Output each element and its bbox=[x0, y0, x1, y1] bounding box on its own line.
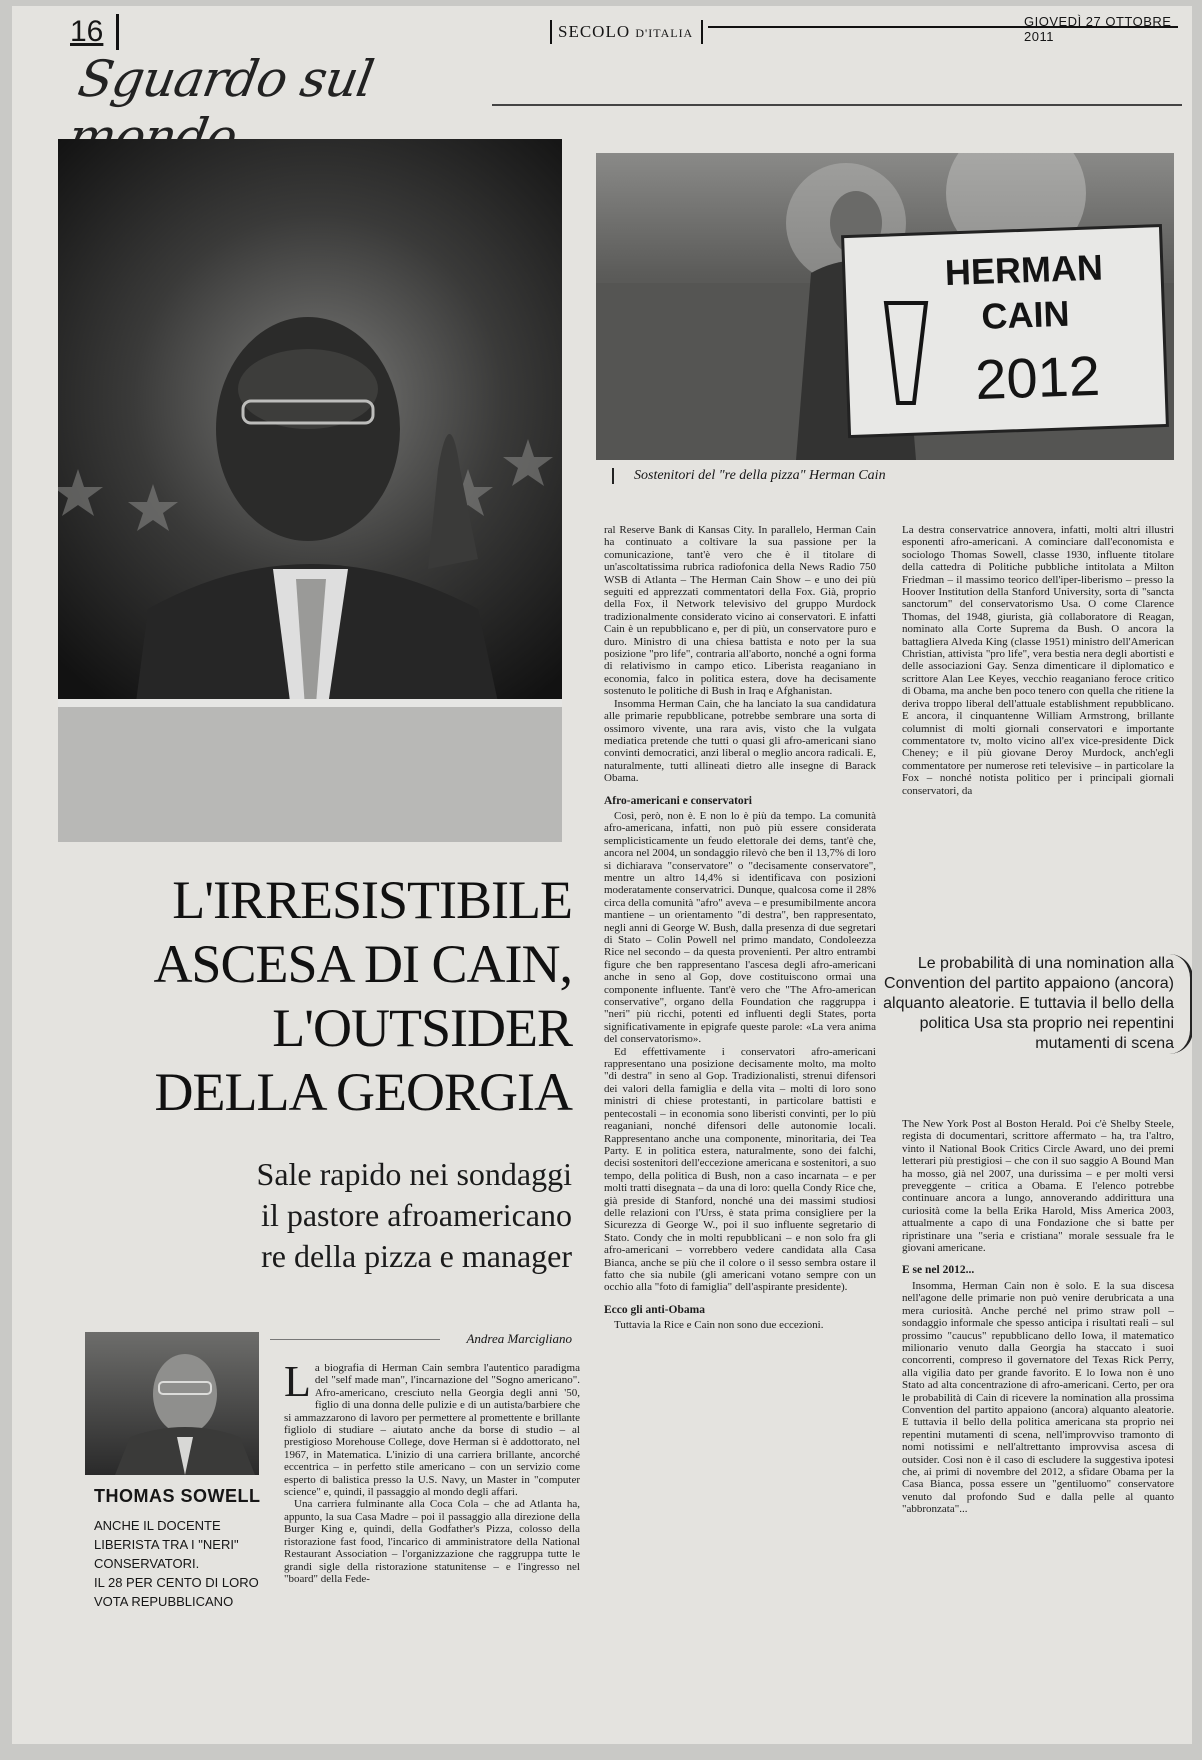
sign-line-3: 2012 bbox=[974, 343, 1101, 412]
page-number: 16 bbox=[70, 14, 119, 50]
byline-rule bbox=[270, 1339, 440, 1340]
section-rubric: Sguardo sul mondo bbox=[63, 50, 378, 166]
paragraph: The New York Post al Boston Herald. Poi c'è Shelby Steele, regista di documentari, scrittore affermato – ha, tra l'altro, vinto il National Book Critics Circle Award, uno dei premi letterari più prestigiosi – che con il suo saggio A Bound Man ha mosso, già nel 2007, una durissima – e per molti versi preveggente – critica a Obama. E l'elenco potrebbe continuare ancora a lungo, annoverando addirittura una curiosità come la bella Erika Harold, Miss America 2003, attualmente a capo di una Fondazione che si batte per ripristinare una "seria e cristiana" morale sessuale fra le giovani americane. bbox=[902, 1118, 1174, 1255]
sidebar-line: CONSERVATORI. bbox=[94, 1556, 200, 1571]
subhead-line: Sale rapido nei sondaggi bbox=[256, 1156, 572, 1192]
headline-line: ASCESA DI CAIN, bbox=[153, 934, 572, 994]
paragraph: Insomma Herman Cain, che ha lanciato la sua candidatura alle primarie repubblicane, potrebbe sembrare una sorta di ossimoro vivente, una rara avis, visto che la vulgata mediatica pretende che tutti o quasi gli afro-americani siano convinti democratici, anzi liberal o meglio ancora radicali. E, naturalmente, tutti allineati dietro alle insegne di Barack Obama. bbox=[604, 697, 876, 785]
newspaper-page bbox=[12, 6, 1192, 1744]
sign-line-1: HERMAN bbox=[944, 246, 1104, 294]
paragraph: ral Reserve Bank di Kansas City. In parallelo, Herman Cain ha continuato a coltivare la sua passione per la comunicazione, tant'è vero che è il titolare di un'ascoltatissima rubrica radiofonica della News Radio 750 WSB di Atlanta – The Herman Cain Show – e uno dei più seguiti ed apprezzati commentatori della Fox. Già, proprio della Fox, il Network televisivo del gruppo Murdock tradizionalmente considerato vicino ai conservatori. E infatti Cain è un repubblicano e, per di più, un conservatore puro e duro. Ministro di una chiesa battista e noto per la sua posizione "pro life", contraria all'aborto, nonché a ogni forma di relativismo in campo etico. Liberista reaganiano in economia, falco in politica estera, dove ha decisamente sostenuto le politiche di Bush in Iraq e Afghanistan. bbox=[604, 524, 876, 698]
article-column-1 bbox=[284, 1362, 580, 1738]
subhead-line: il pastore afroamericano bbox=[261, 1197, 572, 1233]
paragraph: Così, però, non è. E non lo è più da tempo. La comunità afro-americana, infatti, non può più essere considerata semplicisticamente un feudo elettorale dei dems, tant'è che, ancora nel 2004, un sondaggio rilevò che ben il 13,7% di loro si dichiarava "conservatore" o "decisamente conservatore", mentre un altro 14,4% si identificava con posizioni moderatamente conservatrici. Dunque, qualcosa come il 28% circa della comunità "afro" aveva – e presumibilmente ancora mantiene – un orientamento "di destra", ben rappresentato, negli anni di George W. Bush, dalla presenza di due segretari di Stato – Colin Powell nel primo mandato, Condoleezza Rice nel secondo – da questa provenienti. Per altro entrambi figure che ben rappresentano l'ascesa degli afro-americani anche in seno al Gop, dove costituiscono ormai una componente influente. Tant'è vero che "The Afro-american conservative", organo della Foundation che raggruppa i "neri" più ricchi, potenti ed influenti degli States, porta significativamente in epigrafe queste parole: «La vera anima del conservatorismo». bbox=[604, 809, 876, 1046]
rubric-rule bbox=[492, 104, 1182, 106]
paragraph: a biografia di Herman Cain sembra l'autentico paradigma del "self made man", l'incarnazione del "Sogno americano". Afro-americano, cresciuto nella Georgia degli anni '50, figlio di una donna delle pulizie e di un autista/barbiere che si ammazzarono di lavoro per permettere al promettente e brillante figliolo di studiare – aiutato anche da borse di studio – al prestigioso Morehouse College, dove Herman si è addottorato, nel 1967, in Matematica. L'inizio di una carriera brillante, ancorché eccentrica – in perfetto stile americano – con un servizio come esperto di balistica presso la U.S. Navy, un Master in "computer science" e, quindi, il passaggio al mondo degli affari. bbox=[284, 1362, 580, 1499]
subheadline bbox=[138, 1154, 572, 1277]
dropcap: L bbox=[284, 1362, 311, 1406]
sidebar-name: THOMAS SOWELL bbox=[94, 1486, 261, 1506]
sign-line-2: CAIN bbox=[980, 292, 1071, 337]
byline: Andrea Marcigliano bbox=[466, 1331, 572, 1346]
newspaper-title: SECOLO bbox=[558, 22, 631, 41]
section-heading: Ecco gli anti-Obama bbox=[604, 1303, 705, 1316]
podium bbox=[58, 699, 562, 842]
issue-date: GIOVEDÌ 27 OTTOBRE 2011 bbox=[1024, 14, 1172, 44]
main-photo-herman-cain bbox=[58, 139, 562, 842]
paragraph: Insomma, Herman Cain non è solo. E la sua discesa nell'agone delle primarie non può venire derubricata a una mera curiosità. Anche perché nel primo straw poll – sondaggio informale che spesso anticipa i risultati reali – sul prossimo "caucus" repubblicano dello Iowa, il matematico milionario venuto dalla Georgia ha staccato i suoi concorrenti, compreso il governatore del Texas Rick Perry, alla vigilia dato per grande favorito. E lo Iowa non è uno Stato ad alta concentrazione di afro-americani. Certo, per ora le probabilità di Cain di ricevere la nomination alla prossima Convention del partito appaiono (ancora) alquanto aleatorie. E tuttavia il bello della politica americana sta proprio nei repentini mutamenti di scena, nell'improvviso tramonto di nomi notissimi e nell'altrettanto improvvisa ascesa di outsider. Così non è il caso di escludere la suggestiva ipotesi che, ai primi di novembre del 2012, a sfidare Obama per la Casa Bianca, possa essere un "gentiluomo" conservatore venuto dal profondo Sud e dalla pelle al quanto "abbronzata"... bbox=[902, 1279, 1174, 1516]
article-column-3-bottom bbox=[902, 1118, 1174, 1739]
sidebar-line: LIBERISTA TRA I "NERI" bbox=[94, 1537, 239, 1552]
newspaper-name bbox=[550, 20, 703, 44]
sidebar-text bbox=[94, 1516, 276, 1611]
section-heading: Afro-americani e conservatori bbox=[604, 794, 752, 807]
thomas-sowell-portrait bbox=[85, 1332, 259, 1475]
photo-caption: Sostenitori del "re della pizza" Herman Cain bbox=[612, 468, 1192, 484]
headline-line: L'IRRESISTIBILE bbox=[172, 870, 572, 930]
article-column-3-top bbox=[902, 524, 1174, 944]
pull-quote: Le probabilità di una nomination alla Convention del partito appaiono (ancora) alquanto aleatorie. E tuttavia il bello della politica Usa sta proprio nei repentini mutamenti di scena bbox=[870, 954, 1192, 1054]
article-column-2 bbox=[604, 524, 876, 1739]
headline bbox=[72, 868, 572, 1124]
supporter-photo bbox=[596, 153, 1174, 460]
headline-line: DELLA GEORGIA bbox=[154, 1062, 572, 1122]
paragraph: Tuttavia la Rice e Cain non sono due eccezioni. bbox=[614, 1319, 824, 1332]
headline-line: L'OUTSIDER bbox=[272, 998, 572, 1058]
paragraph: Ed effettivamente i conservatori afro-americani rappresentano una posizione decisamente molto, ma molto "di destra" in seno al Gop. Tradizionalisti, strenui difensori dei valori della famiglia e della vita – molti di loro sono ministri di chiese protestanti, in particolare battisti e pentecostali – in economia sono liberisti convinti, per lo più reaganiani, nonché difensori delle autonomie locali. Rappresentano anche una componente, minoritaria, dei Tea Party. E in politica estera, naturalmente, sono dei falchi, decisi sostenitori dell'eccezione americana e sostenitori, a suo tempo, della politica di Bush, non a caso incarnata – e per molti tratti disegnata – da una di loro: quella Condy Rice che, già preside di Stanford, nonché una dei massimi studiosi delle relazioni con l'Urss, è stata prima consigliere per la Sicurezza di George W., poi il suo influente segretario di Stato. Condy che in molti repubblicani – e non solo fra gli afro-americani – vorrebbero vedere candidata alla Casa Bianca, anche se più che il colore o il sesso sembra ostare il fatto che sia nubile (gli americani votano sempre con un occhio alla "foto di famiglia" dell'aspirante presidente). bbox=[604, 1045, 876, 1294]
paragraph: Una carriera fulminante alla Coca Cola – che ad Atlanta ha, appunto, la sua Casa Madre – poi il passaggio alla direzione della Burger King e, quindi, della Godfather's Pizza, colosso della ristorazione fast food, l'incarico di amministratore della National Restaurant Association – l'organizzazione che raggruppa tutte le grandi sigle della ristorazione statunitense – e l'ingresso nel "board" della Fede- bbox=[284, 1498, 580, 1585]
newspaper-title-suffix: D'ITALIA bbox=[635, 26, 694, 40]
subhead-line: re della pizza e manager bbox=[261, 1238, 572, 1274]
sidebar-line: ANCHE IL DOCENTE bbox=[94, 1518, 221, 1533]
paragraph: La destra conservatrice annovera, infatti, molti altri illustri esponenti afro-americani. A cominciare dall'economista e sociologo Thomas Sowell, classe 1930, influente titolare della cattedra di Politiche pubbliche intitolata a Milton Friedman – il massimo teorico dell'iper-liberismo – presso la Hoover Institution della Stanford University, sorta di "sancta sanctorum" del conservatorismo Usa. O come Clarence Thomas, del 1948, giurista, già collaboratore di Reagan, nominato alla Corte Suprema da Bush. O ancora la battagliera Alveda King (classe 1951) ministro dell'American Christian, attivista "pro life", vera bestia nera degli abortisti e delle associazioni Gay. Senza dimenticare il diplomatico e scrittore Alan Lee Keyes, vecchio reaganiano feroce critico di Obama, ma anche ben poco tenero con quella che ritiene la deriva troppo liberal dell'attuale establishment repubblicano. E ancora, il cinquantenne William Armstrong, brillante columnist di molti giornali conservatori e importante commentatore tv, molto vicino all'ex vice-presidente Dick Cheney; e il più giovane Deroy Murdock, anch'egli commentatore per numerose reti televisive – in particolare la Fox – nonché notista politico per i principali giornali conservatori, da bbox=[902, 524, 1174, 797]
sidebar-line: VOTA REPUBBLICANO bbox=[94, 1594, 234, 1609]
sidebar-line: IL 28 PER CENTO DI LORO bbox=[94, 1575, 259, 1590]
section-heading: E se nel 2012... bbox=[902, 1264, 975, 1277]
